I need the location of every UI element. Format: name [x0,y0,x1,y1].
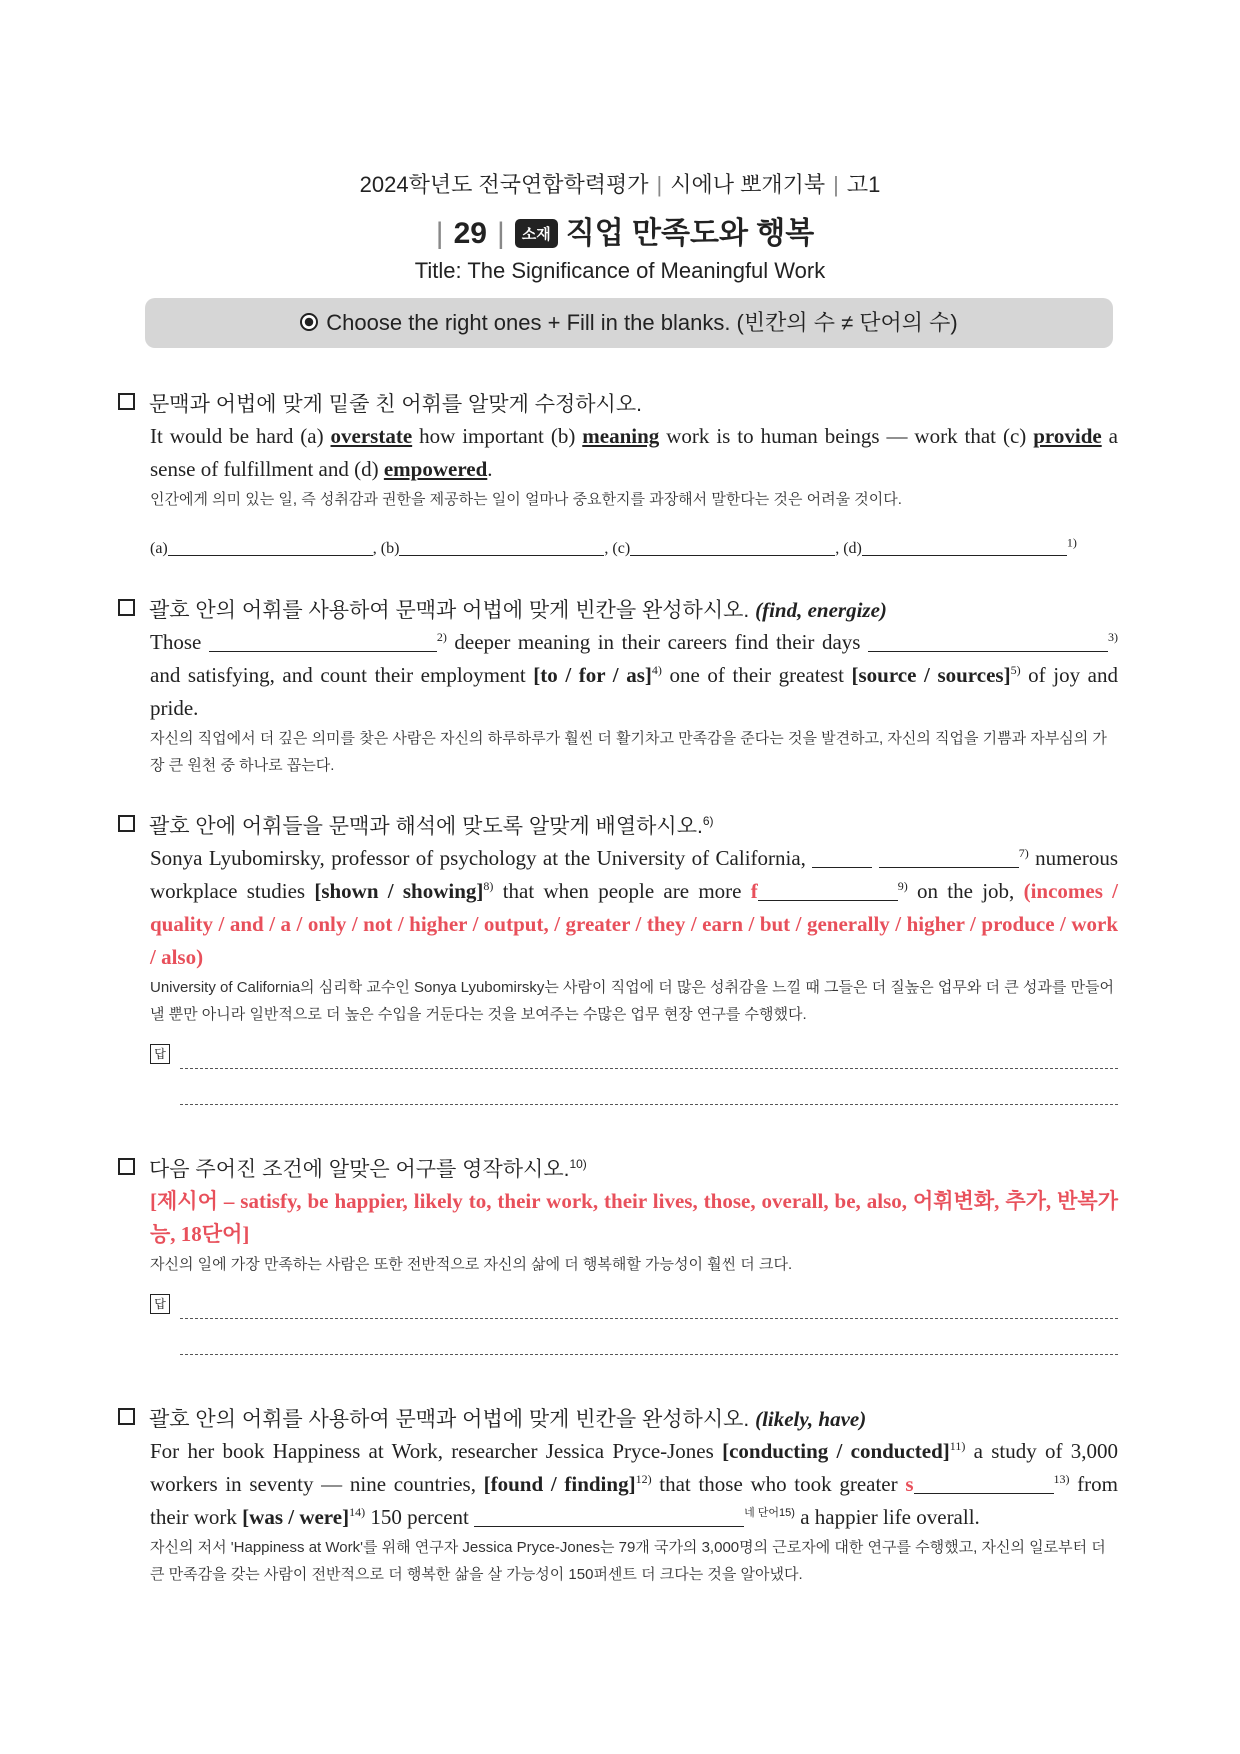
q1-answer-blanks: (a) , (b) , (c) , (d) $^{1)}$ [150,535,1077,557]
question-5 [118,1404,1118,1588]
brand-name: 시에나 뽀개기북 [670,172,826,197]
instruction-box [145,298,1113,348]
question-number: 29 [453,217,487,250]
choice-14[interactable]: [was / were] [242,1505,350,1529]
choice-11[interactable]: [conducting / conducted] [722,1439,950,1463]
q5-prompt: 괄호 안의 어휘를 사용하여 문맥과 어법에 맞게 빈칸을 완성하시오. [149,1408,750,1431]
checkbox-icon [118,1408,135,1425]
checkbox-icon [118,393,135,410]
answer-icon: 답 [150,1294,170,1314]
q1-passage: It would be hard (a) overstate how important (b) meaning work is to human beings — work that (c) provide a sense of fulfillment and (d) empowered. [150,424,1118,481]
page-title: | 29 | 소재 직업 만족도와 행복 [435,217,815,250]
checkbox-icon [118,599,135,616]
bullet-icon [300,313,318,331]
blank-15[interactable] [474,1508,744,1527]
blank-d[interactable] [862,537,1067,556]
q2-prompt: 괄호 안의 어휘를 사용하여 문맥과 어법에 맞게 빈칸을 완성하시오. [149,599,750,622]
q4-prompt: 다음 주어진 조건에 알맞은 어구를 영작하시오. [149,1158,570,1181]
choice-8[interactable]: [shown / showing] [314,879,484,903]
q5-translation: 자신의 저서 'Happiness at Work'를 위해 연구자 Jessica Pryce-Jones는 79개 국가의 3,000명의 근로자에 대한 연구를 수행했고, 자신의 일로부터 더 큰 만족감을 갖는 사람이 전반적으로 더 행복한 삶을 살 가능성이 150퍼센트 더 크다는 것을 알아냈다. [150,1539,1106,1583]
choice-12[interactable]: [found / finding] [483,1472,636,1496]
question-1 [118,390,1118,558]
question-4: 다음 주어진 조건에 알맞은 어구를 영작하시오.$^{10)}$ [제시어 – satisfy, be happier, likely to, their work, their lives, those, overall, be, also, 어휘변화, 추가, 반복가능, 18단어] 자신의 일에 가장 만족하는 사람은 또한 전반적으로 자신의 삶에 더 행복해할 가능성이 훨씬 더 크다. 답 [118,1155,1118,1366]
q2-hint: (find, energize) [755,598,887,622]
topic-title: 직업 만족도와 행복 [565,217,815,250]
blank-9[interactable] [758,882,898,901]
blank-c[interactable] [630,537,835,556]
checkbox-icon [118,815,135,832]
checkbox-icon [118,1158,135,1175]
word-a: overstate [330,424,413,448]
question-3: 괄호 안에 어휘들을 문맥과 해석에 맞도록 알맞게 배열하시오.$^{6)}$ Sonya Lyubomirsky, professor of psychology at the University of California, $^{7)}$ numerous workplace studies [shown / showing]$^{8)}$ that when people are more f $^{9)}$ on the job, (incomes / quality / and / a / only / not / higher / output, / greater / they / earn / but / generally / higher / produce / work / also) University of California의 심리학 교수인 Sonya Lyubomirsky는 사람이 직업에 더 많은 성취감을 느낄 때 그들은 더 질높은 업무와 더 큰 성과를 만들어 낼 뿐만 아니라 일반적으로 더 높은 수입을 거둔다는 것을 보여주는 수많은 업무 현장 연구를 수행했다. 답 [118,812,1118,1116]
word-b: meaning [582,424,660,448]
q2-translation: 자신의 직업에서 더 깊은 의미를 찾은 사람은 자신의 하루하루가 훨씬 더 활기차고 만족감을 준다는 것을 발견하고, 자신의 직업을 기쁨과 자부심의 가장 큰 원천 중 하나로 꼽는다. [150,730,1107,774]
choice-4[interactable]: [to / for / as] [533,663,652,687]
exam-header: 2024학년도 전국연합학력평가 | 시에나 뽀개기북 | 고1 [359,172,881,197]
word-c: provide [1033,424,1102,448]
q4-translation: 자신의 일에 가장 만족하는 사람은 또한 전반적으로 자신의 삶에 더 행복해할 가능성이 훨씬 더 크다. [150,1256,793,1273]
blank-7b[interactable] [879,849,1019,868]
q3-passage: Sonya Lyubomirsky, professor of psychology at the University of California, $^{7)}$ numerous workplace studies [shown / showing]$^{8)}$ that when people are more f $^{9)}$ on the job, (incomes / quality / and / a / only / not / higher / output, / greater / they / earn / but / generally / higher / produce / work / also) [150,846,1119,969]
grade-label: 고1 [846,172,881,197]
blank-2[interactable] [209,633,437,652]
instruction-text: Choose the right ones + Fill in the blanks. (빈칸의 수 ≠ 단어의 수) [326,310,958,335]
exam-name: 2024학년도 전국연합학력평가 [359,172,649,197]
q2-passage: Those $^{2)}$ deeper meaning in their careers find their days $^{3)}$ and satisfying, and count their employment [to / for / as]$^{4)}$ one of their greatest [source / sources]$^{5)}$ of joy and pride. [150,630,1119,720]
blank-13[interactable] [914,1475,1054,1494]
word-d: empowered [383,457,488,481]
subtitle: Title: The Significance of Meaningful Work [414,258,826,283]
q3-translation: University of California의 심리학 교수인 Sonya Lyubomirsky는 사람이 직업에 더 많은 성취감을 느낄 때 그들은 더 질높은 업무와 더 큰 성과를 만들어 낼 뿐만 아니라 일반적으로 더 높은 수입을 거둔다는 것을 보여주는 수많은 업무 현장 연구를 수행했다. [150,979,1114,1023]
q5-hint: (likely, have) [755,1407,867,1431]
q4-conditions: [제시어 – satisfy, be happier, likely to, their work, their lives, those, overall, be, also, 어휘변화, 추가, 반복가능, 18단어] [150,1189,1118,1246]
question-2 [118,595,1118,779]
category-badge: 소재 [515,219,558,248]
choice-5[interactable]: [source / sources] [851,663,1011,687]
blank-b[interactable] [399,537,604,556]
blank-3[interactable] [868,633,1108,652]
q3-answer-area[interactable] [150,1044,1118,1116]
q3-word-bank: (incomes / quality / and / a / only / not / higher / output, / greater / they / earn / but / generally / higher / produce / work / also) [150,879,1118,969]
q1-prompt: 문맥과 어법에 맞게 밑줄 친 어휘를 알맞게 수정하시오. [149,393,642,416]
answer-icon: 답 [150,1044,170,1064]
q3-prompt: 괄호 안에 어휘들을 문맥과 해석에 맞도록 알맞게 배열하시오. [149,815,703,838]
q5-passage: For her book Happiness at Work, researcher Jessica Pryce-Jones [conducting / conducted]$^{11)}$ a study of 3,000 workers in seventy — nine countries, [found / finding]$^{12)}$ that those who took greater s $^{13)}$ from their work [was / were]$^{14)}$ 150 percent $^{네 단어15)}$ a happier life overall. [150,1439,1119,1529]
blank-7a[interactable] [812,849,872,868]
blank-a[interactable] [168,537,373,556]
q4-answer-area[interactable] [150,1294,1118,1366]
q1-translation: 인간에게 의미 있는 일, 즉 성취감과 권한을 제공하는 일이 얼마나 중요한지를 과장해서 말한다는 것은 어려울 것이다. [150,491,902,508]
